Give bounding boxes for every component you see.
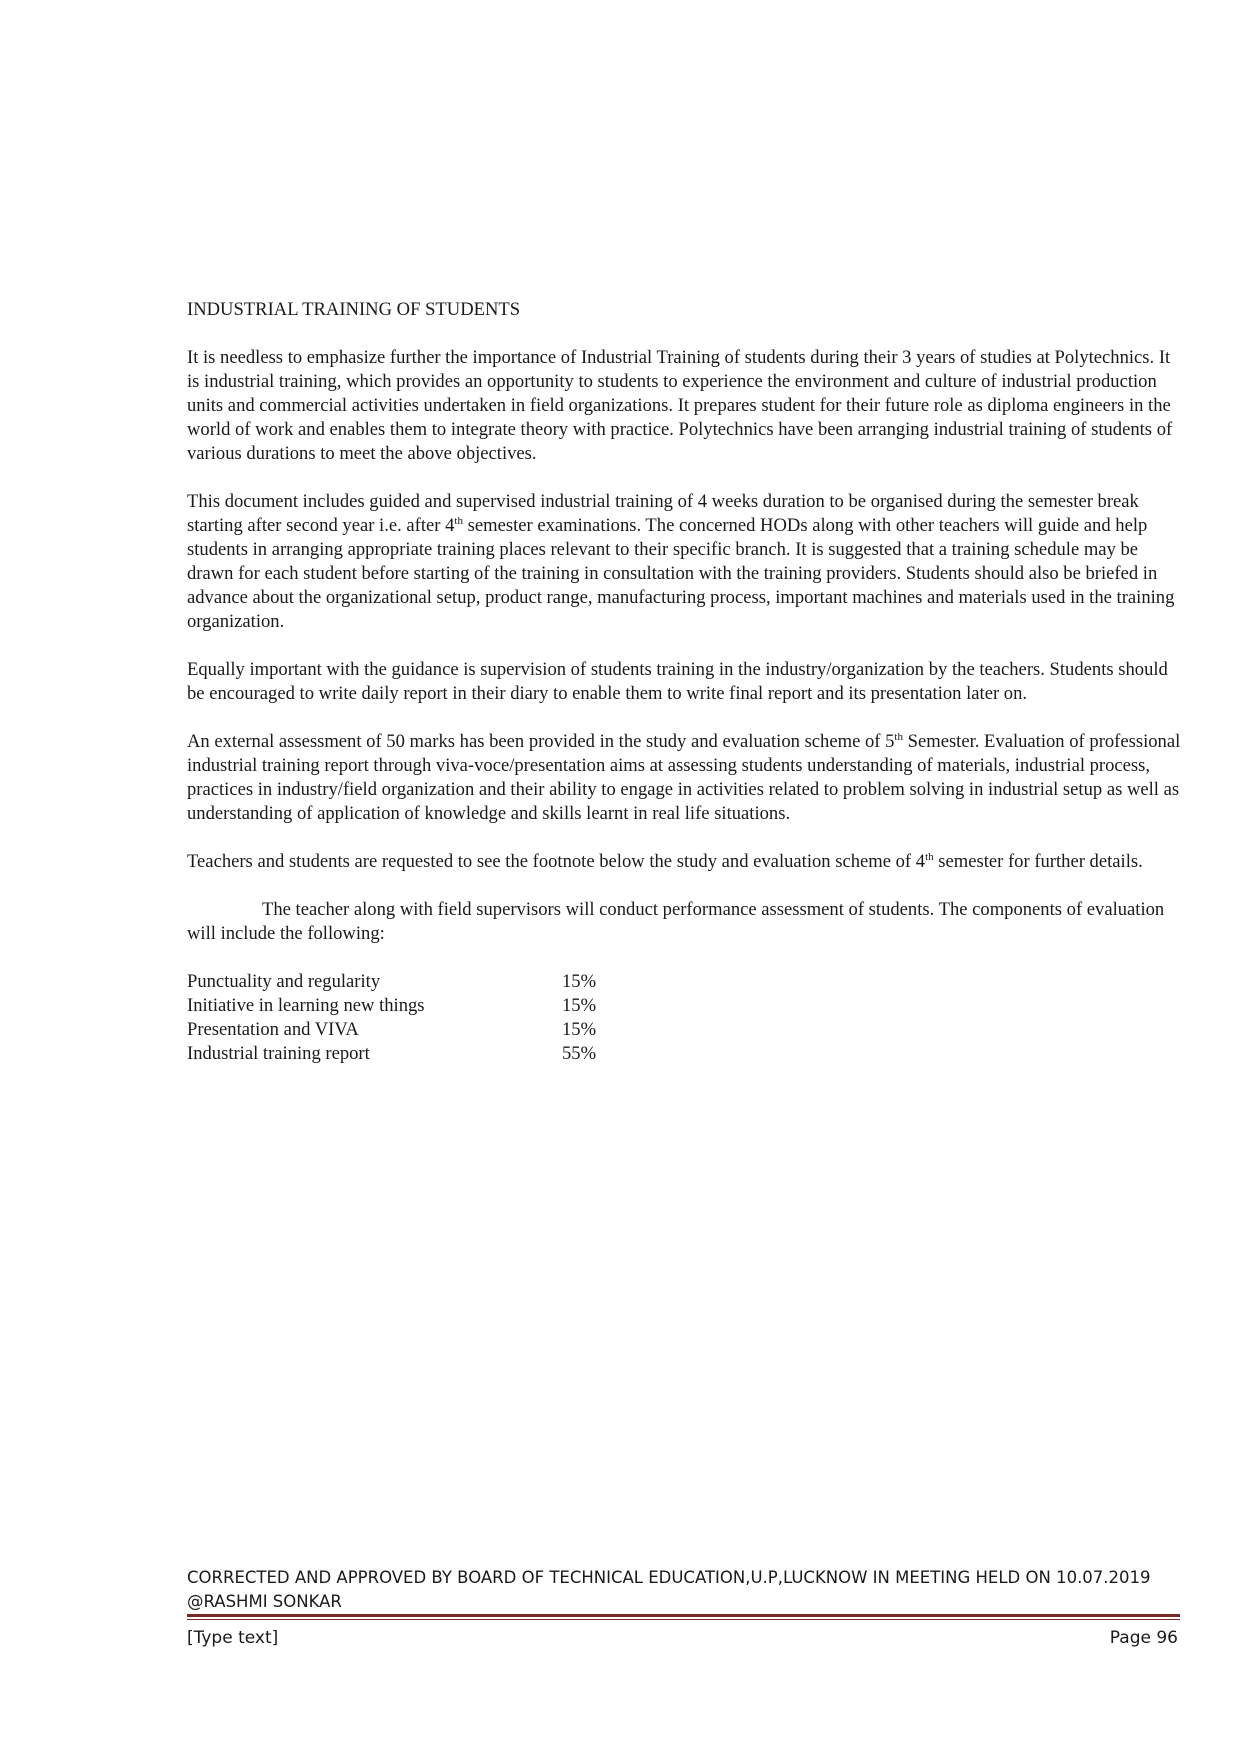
paragraph-importance: It is needless to emphasize further the importance of Industrial Training of students during their 3 years of studies at Polytechnics. It is industrial training, which provides an opportunity to students to experience the environment and culture of industrial production units and commercial activities undertaken in field organizations. It prepares student for their future role as diploma engineers in the world of work and enables them to integrate theory with practice. Polytechnics have been arranging industrial training of students of various durations to meet the above objectives. (187, 347, 1173, 464)
superscript: th (925, 851, 934, 863)
paragraph-text: semester for further details. (933, 851, 1143, 872)
document-body (187, 298, 1187, 1066)
paragraph-text: An external assessment of 50 marks has been provided in the study and evaluation scheme of 5 (187, 731, 895, 752)
footer-rule-thick (187, 1614, 1180, 1617)
paragraph-text: semester examinations. The concerned HODs along with other teachers will guide and help students in arranging appropriate training places relevant to their specific branch. It is suggested that a training schedule may be drawn for each student before starting of the training in consultation with the training providers. Students should also be briefed in advance about the organizational setup, product range, manufacturing process, important machines and materials used in the training organization. (187, 515, 1175, 632)
evaluation-row (187, 1042, 596, 1066)
evaluation-component: Presentation and VIVA (187, 1019, 359, 1040)
paragraph-text: This document includes guided and supervised industrial training of 4 weeks duration to be organised during the semester break starting after second year i.e. after 4 (187, 491, 1139, 536)
paragraph-text: Semester. Evaluation of professional industrial training report through viva-voce/presentation aims at assessing students understanding of materials, industrial process, practices in industry/field organization and their ability to engage in activities related to problem solving in industrial setup as well as understanding of application of knowledge and skills learnt in real life situations. (187, 731, 1181, 824)
evaluation-row (187, 994, 596, 1018)
evaluation-weight: 15% (562, 995, 597, 1016)
page-number: Page 96 (1109, 1628, 1178, 1648)
paragraph-indent (187, 899, 262, 920)
superscript: th (454, 515, 463, 527)
paragraph-text: The teacher along with field supervisors will conduct performance assessment of students. The components of evaluation will include the following: (187, 899, 1165, 944)
superscript: th (894, 731, 903, 743)
section-heading: INDUSTRIAL TRAINING OF STUDENTS (187, 299, 521, 320)
evaluation-component: Initiative in learning new things (187, 995, 425, 1016)
evaluation-weight: 55% (562, 1043, 597, 1064)
paragraph-supervision: Equally important with the guidance is supervision of students training in the industry/organization by the teachers. Students should be encouraged to write daily report in their diary to enable them to write final report and its presentation later on. (187, 659, 1168, 704)
approval-note: CORRECTED AND APPROVED BY BOARD OF TECHNICAL EDUCATION,U.P,LUCKNOW IN MEETING HELD ON 10.07.2019 @RASHMI SONKAR (187, 1568, 1151, 1611)
evaluation-component: Industrial training report (187, 1043, 370, 1064)
paragraph-assessment (187, 730, 1187, 826)
evaluation-component: Punctuality and regularity (187, 971, 381, 992)
evaluation-weight: 15% (562, 971, 597, 992)
evaluation-row (187, 1018, 596, 1042)
footer-left-text: [Type text] (187, 1628, 279, 1648)
footer-rule-thin (187, 1619, 1180, 1620)
paragraph-footnote-reference (187, 850, 1187, 874)
evaluation-table (187, 970, 596, 1066)
paragraph-text: Teachers and students are requested to see the footnote below the study and evaluation scheme of 4 (187, 851, 926, 872)
paragraph-training-duration (187, 490, 1187, 634)
paragraph-evaluation-intro (187, 898, 1187, 946)
evaluation-weight: 15% (562, 1019, 597, 1040)
evaluation-row (187, 970, 596, 994)
